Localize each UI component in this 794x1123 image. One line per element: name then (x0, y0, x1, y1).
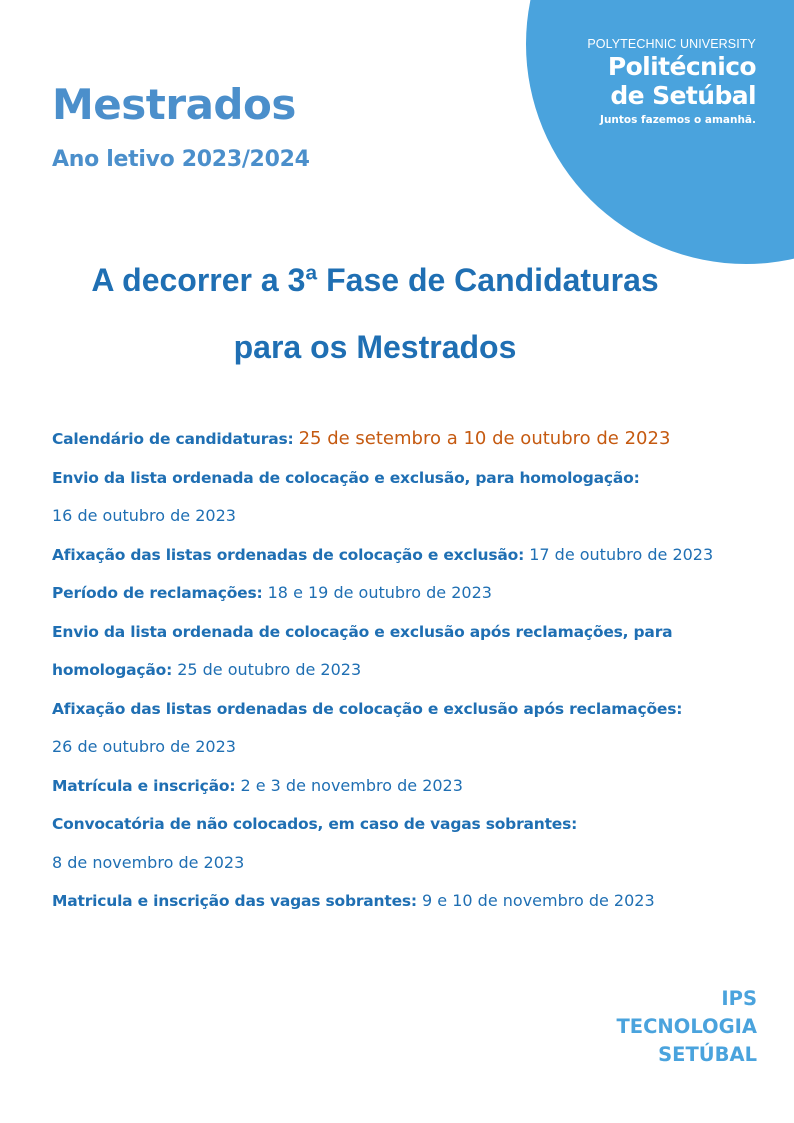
schedule-row-1-value (52, 497, 772, 536)
item8-value: 9 e 10 de novembro de 2023 (422, 891, 655, 910)
schedule-row-4-value (52, 651, 772, 690)
headline-line1: A decorrer a 3ª Fase de Candidaturas (91, 262, 659, 298)
item5-value: 26 de outubro de 2023 (52, 737, 236, 756)
schedule-row-1-label (52, 459, 772, 498)
schedule-row-4-label (52, 613, 772, 652)
item7-label: Convocatória de não colocados, em caso de vagas sobrantes: (52, 815, 578, 833)
ips-logo (560, 36, 756, 128)
item2-label: Afixação das listas ordenadas de colocação e exclusão: (52, 545, 525, 564)
logo-name-line1: Politécnico (607, 52, 756, 81)
item4-value: 25 de outubro de 2023 (177, 660, 362, 679)
academic-year: Ano letivo 2023/2024 (52, 147, 310, 172)
headline-line2: para os Mestrados (233, 329, 517, 365)
calendar-label: Calendário de candidaturas: (52, 430, 294, 448)
logo-name-line2: de Setúbal (610, 81, 756, 110)
item1-value: 16 de outubro de 2023 (52, 506, 236, 525)
item3-value: 18 e 19 de outubro de 2023 (267, 583, 492, 602)
item7-value: 8 de novembro de 2023 (52, 852, 245, 872)
schedule-row-6 (52, 767, 772, 806)
item4-label-line1: Envio da lista ordenada de colocação e exclusão após reclamações, para (52, 622, 673, 641)
schedule-row-5-label (52, 690, 772, 729)
footer-line1: IPS (721, 987, 757, 1010)
logo-tagline-top: POLYTECHNIC UNIVERSITY (587, 37, 756, 51)
logo-slogan: Juntos fazemos o amanhã. (600, 114, 756, 126)
item8-label: Matricula e inscrição das vagas sobrantes: (52, 892, 417, 910)
schedule-row-7-label (52, 805, 772, 844)
schedule-row-2 (52, 536, 772, 575)
footer-brand (560, 985, 757, 1069)
schedule-row-calendar (52, 420, 772, 459)
schedule-row-3 (52, 574, 772, 613)
footer-line2: TECNOLOGIA (616, 1015, 757, 1038)
item5-label: Afixação das listas ordenadas de colocação e exclusão após reclamações: (52, 699, 683, 718)
schedule-list (52, 420, 772, 921)
calendar-value: 25 de setembro a 10 de outubro de 2023 (298, 428, 671, 449)
item4-label-line2: homologação: (52, 661, 173, 679)
item2-value: 17 de outubro de 2023 (529, 544, 714, 564)
page-title: Mestrados (52, 80, 296, 129)
schedule-row-7-value (52, 844, 772, 883)
schedule-row-5-value (52, 728, 772, 767)
item6-label: Matrícula e inscrição: (52, 776, 236, 795)
headline (20, 258, 730, 370)
item6-value: 2 e 3 de novembro de 2023 (240, 775, 463, 795)
footer-line3: SETÚBAL (658, 1043, 757, 1066)
schedule-row-8 (52, 882, 772, 921)
item3-label: Período de reclamações: (52, 584, 263, 602)
item1-label: Envio da lista ordenada de colocação e exclusão, para homologação: (52, 468, 640, 487)
